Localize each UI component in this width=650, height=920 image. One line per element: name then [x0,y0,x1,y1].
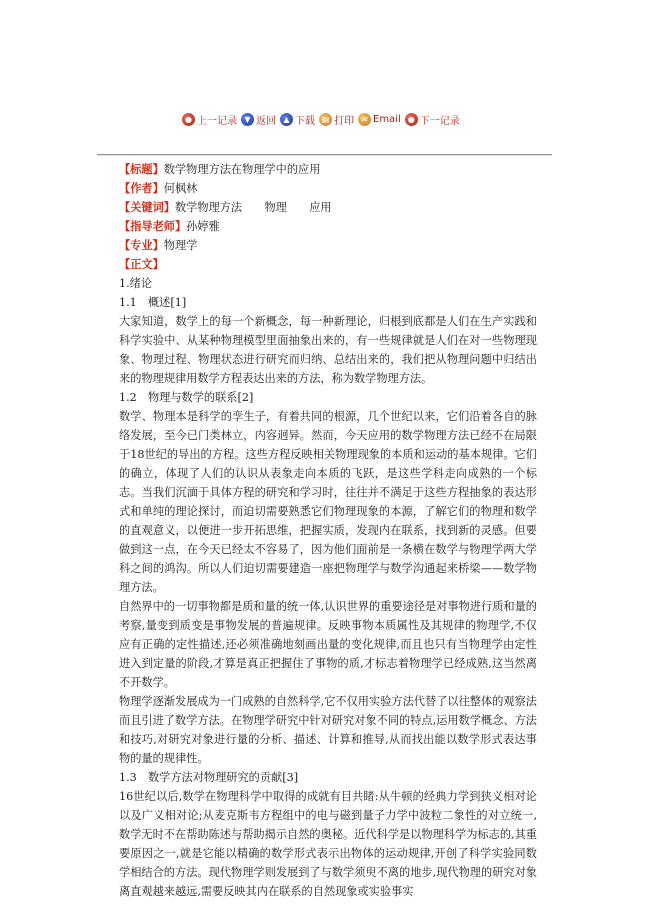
body-row [119,255,537,274]
envelope-icon: ✉ [358,113,371,126]
article-content [119,160,537,901]
advisor-row [119,217,537,236]
major-row [119,236,537,255]
download-button[interactable] [280,112,315,127]
section-heading-1-2: 1.2 物理与数学的联系[2] [119,391,254,404]
keywords-label: 【关键词】 [119,200,175,214]
article-title: 数学物理方法在物理学中的应用 [163,163,321,176]
major-label: 【专业】 [119,238,164,252]
paragraph-1: 大家知道，数学上的每一个新概念，每一种新理论，归根到底都是人们在生产实践和科学实验中、从某种物理模型里面抽象出来的，有一些规律就是人们在对一些物理现象、物理过程、物理状态进行研究而归纳、总结出来的，我们把从物理问题中归结出来的物理规律用数学方程表达出来的方法，称为数学物理方法。 [119,315,537,385]
printer-icon: ▤ [319,113,332,126]
advisor-label: 【指导老师】 [119,219,187,233]
back-button[interactable] [241,112,276,127]
header-divider [97,154,552,156]
email-label: Email [373,113,401,125]
prev-record-label: 上一记录 [197,115,237,127]
section-heading-1-3: 1.3 数学方法对物理研究的贡献[3] [119,771,299,784]
email-button[interactable] [358,113,401,126]
author-row [119,179,537,198]
major-value: 物理学 [163,239,198,252]
paragraph-4: 物理学逐渐发展成为一门成熟的自然科学,它不仅用实验方法代替了以往整体的观察法而且引进了数学方法。在物理学研究中针对研究对象不同的特点,运用数学概念、方法和技巧,对研究对象进行量的分析、描述、计算和推导,从而找出能以数学形式表达事物的量的规律性。 [119,695,537,765]
section-heading-1: 1.绪论 [119,277,153,290]
section-heading-1-1: 1.1 概述[1] [119,296,187,309]
back-label: 返回 [256,115,276,127]
author-name: 何枫林 [163,182,198,195]
download-arrow-icon: ▲ [280,113,293,126]
keywords-value: 数学物理方法 物理 应用 [174,201,332,214]
back-arrow-icon: ▼ [241,113,254,126]
next-record-button[interactable] [405,112,460,127]
keywords-row [119,198,537,217]
advisor-name: 孙婷雅 [186,220,220,233]
download-label: 下载 [295,115,315,127]
paragraph-3: 自然界中的一切事物都是质和量的统一体,认识世界的重要途径是对事物进行质和量的考察,量变到质变是事物发展的普遍规律。反映事物本质属性及其规律的物理学,不仅应有正确的定性描述,还必须准确地刻画出量的变化规律,而且也只有当物理学由定性进入到定量的阶段,才算是真正把握住了事物的质,才标志着物理学已经成熟,这当然离不开数学。 [119,600,537,689]
title-row [119,160,537,179]
prev-record-icon: ● [182,113,195,126]
paragraph-5: 16世纪以后,数学在物理科学中取得的成就有目共睹:从牛顿的经典力学到狭义相对论以及广义相对论;从麦克斯韦方程组中的电与磁到量子力学中波粒二象性的对立统一,数学无时不在帮助陈述与帮助揭示自然的奥秘。近代科学是以物理科学为标志的,其重要原因之一,就是它能以精确的数学形式表示出物体的运动规律,开创了科学实验同数学相结合的方法。现代物理学则发展到了与数学须臾不离的地步,现代物理的研究对象离直观越来越远,需要反映其内在联系的自然现象或实验事实 [119,790,537,898]
prev-record-button[interactable] [182,112,237,127]
next-record-label: 下一记录 [419,115,460,127]
paragraph-2: 数学、物理本是科学的孪生子，有着共同的根源，几个世纪以来，它们沿着各自的脉络发展，至今已门类林立，内容迥异。然而，今天应用的数学物理方法已经不在局限于18世纪的导出的方程。这些方程反映相关物理现象的本质和运动的基本规律。它们的确立，体现了人们的认识从表象走向本质的飞跃，是这些学科走向成熟的一个标志。当我们沉湎于具体方程的研究和学习时，往往并不满足于这些方程抽象的表达形式和单纯的理论探讨，而迫切需要熟悉它们物理现象的本源，了解它们的物理和数学的直观意义，以便进一步开拓思维，把握实质，发现内在联系，找到新的灵感。但要做到这一点，在今天已经太不容易了，因为他们面前是一条横在数学与物理学两大学科之间的鸿沟。所以人们迫切需要建造一座把物理学与数学沟通起来桥梁——数学物理方法。 [119,410,537,594]
print-label: 打印 [334,115,354,127]
author-label: 【作者】 [119,181,164,195]
record-toolbar [182,110,460,128]
print-button[interactable] [319,112,354,127]
next-record-icon: ● [405,113,418,126]
body-label: 【正文】 [119,257,164,271]
title-label: 【标题】 [119,162,164,176]
